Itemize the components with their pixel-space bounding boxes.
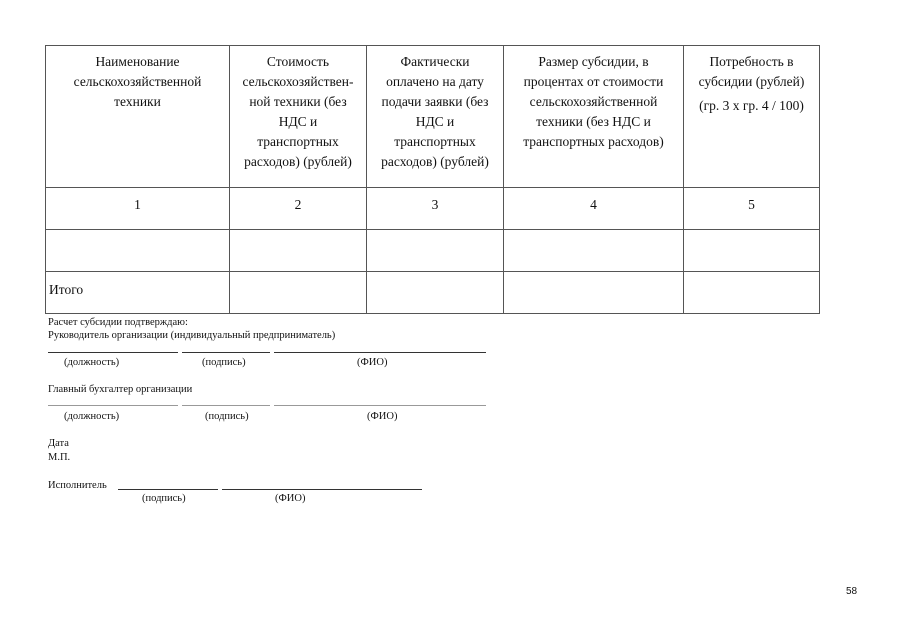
total-row	[46, 272, 820, 314]
confirm-text: Расчет субсидии подтверждаю:	[48, 317, 188, 328]
header-cell-cost: Стоимость сельскохозяйствен- ной техники (без НДС и транспортных расходов) (рублей)	[230, 46, 367, 188]
total-label: Итого	[46, 272, 230, 314]
date-label: Дата	[48, 438, 69, 449]
empty-cell[interactable]	[367, 230, 504, 272]
head-title: Руководитель организации (индивидуальный предприниматель)	[48, 330, 336, 341]
total-cell[interactable]	[367, 272, 504, 314]
total-cell[interactable]	[684, 272, 820, 314]
accountant-fio-caption: (ФИО)	[367, 411, 398, 422]
column-number: 3	[367, 188, 504, 230]
empty-cell[interactable]	[230, 230, 367, 272]
column-number: 2	[230, 188, 367, 230]
accountant-fio-line[interactable]	[274, 405, 486, 406]
head-fio-caption: (ФИО)	[357, 357, 388, 368]
formula-note: (гр. 3 х гр. 4 / 100)	[699, 98, 804, 113]
empty-cell[interactable]	[684, 230, 820, 272]
accountant-signature-caption: (подпись)	[205, 411, 249, 422]
column-number-row	[46, 188, 820, 230]
head-fio-line[interactable]	[274, 352, 486, 353]
accountant-position-line[interactable]	[48, 405, 178, 406]
head-position-caption: (должность)	[64, 357, 120, 368]
column-number: 5	[684, 188, 820, 230]
header-cell-name: Наименование сельскохозяйственной техники	[46, 46, 230, 188]
header-cell-paid: Фактически оплачено на дату подачи заявки (без НДС и транспортных расходов) (рублей)	[367, 46, 504, 188]
executor-signature-line[interactable]	[118, 489, 218, 490]
subsidy-calculation-table	[45, 45, 820, 314]
column-number: 4	[504, 188, 684, 230]
head-signature-caption: (подпись)	[202, 357, 246, 368]
executor-fio-line[interactable]	[222, 489, 422, 490]
page-number: 58	[846, 586, 858, 597]
table-header-row	[46, 46, 820, 188]
column-number: 1	[46, 188, 230, 230]
table-row	[46, 230, 820, 272]
accountant-title: Главный бухгалтер организации	[48, 384, 193, 395]
seal-label: М.П.	[48, 452, 71, 463]
accountant-signature-line[interactable]	[182, 405, 270, 406]
head-position-line[interactable]	[48, 352, 178, 353]
executor-signature-caption: (подпись)	[142, 493, 186, 504]
header-cell-subsidy-percent: Размер субсидии, в процентах от стоимости сельскохозяйственной техники (без НДС и транспортных расходов)	[504, 46, 684, 188]
executor-label: Исполнитель	[48, 480, 107, 491]
total-cell[interactable]	[504, 272, 684, 314]
total-cell[interactable]	[230, 272, 367, 314]
executor-fio-caption: (ФИО)	[275, 493, 306, 504]
empty-cell[interactable]	[46, 230, 230, 272]
header-cell-subsidy-need: Потребность в субсидии (рублей) (гр. 3 х гр. 4 / 100)	[684, 46, 820, 188]
head-signature-line[interactable]	[182, 352, 270, 353]
accountant-position-caption: (должность)	[64, 411, 120, 422]
empty-cell[interactable]	[504, 230, 684, 272]
